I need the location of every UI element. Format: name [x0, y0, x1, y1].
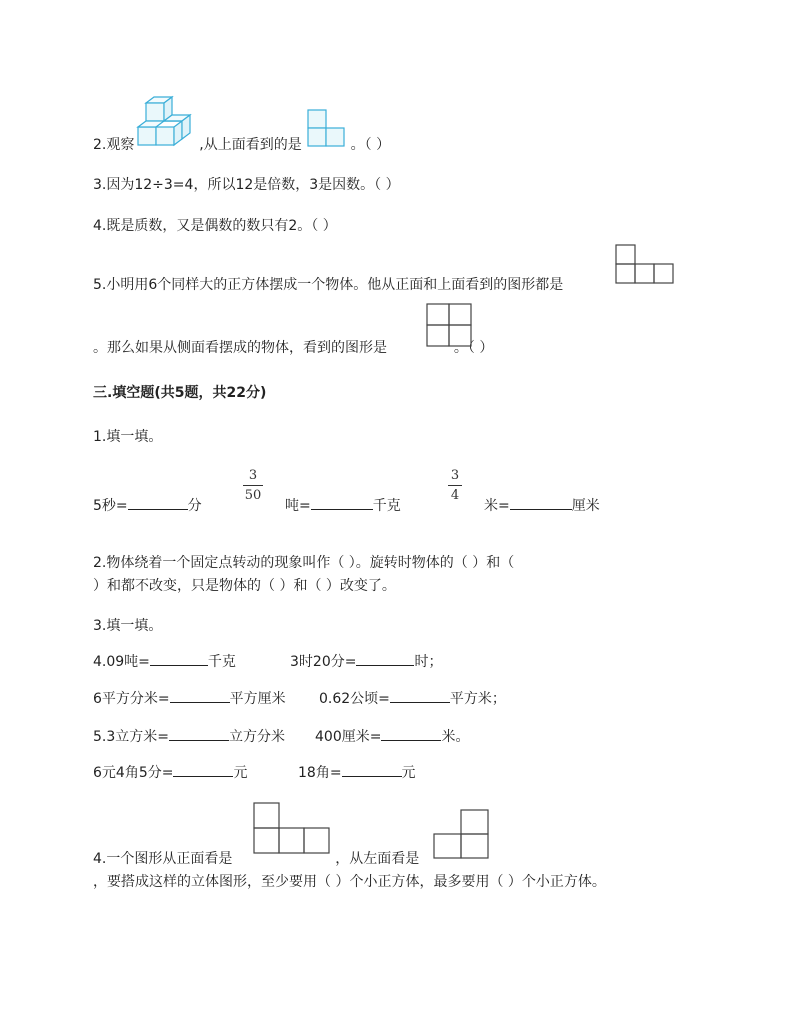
f1-c-unit2: 厘米: [571, 498, 600, 514]
answer-blank[interactable]: [311, 497, 373, 510]
fill-3-row2b: [319, 690, 506, 708]
f3-r2b-unit: 平方米；: [449, 691, 506, 707]
fill-3-row4a: [93, 764, 247, 782]
f1-c-unit1: 米=: [484, 498, 510, 514]
fill-3-row4b: [298, 764, 416, 782]
q2-top-view-figure: [308, 110, 348, 150]
answer-blank[interactable]: [169, 728, 229, 741]
answer-blank[interactable]: [170, 690, 230, 703]
answer-blank[interactable]: [381, 728, 441, 741]
answer-blank[interactable]: [150, 653, 208, 666]
answer-blank[interactable]: [390, 690, 450, 703]
q2-middle: ,从上面看到的是: [199, 137, 302, 153]
fill-1-c: [484, 497, 600, 515]
fill-1-row: [93, 497, 202, 515]
fill-3-row1b: [290, 653, 442, 671]
f3-r3b-unit: 米。: [441, 729, 470, 745]
q2-prefix: 2.观察: [93, 137, 135, 153]
f4-middle: ，从左面看是: [335, 851, 420, 867]
q5-line2-prefix: 。那么如果从侧面看摆成的物体，看到的图形是: [93, 340, 387, 356]
f3-r3a-label: 5.3立方米=: [93, 729, 169, 745]
f1-a-unit: 分: [187, 498, 202, 514]
f3-r4a-unit: 元: [233, 765, 248, 781]
fill-3-title: 3.填一填。: [93, 618, 163, 634]
fraction-3-50: [243, 468, 263, 503]
fraction-denominator: 50: [244, 488, 262, 503]
q5-front-top-view-figure: [616, 245, 678, 287]
f1-b-unit1: 吨=: [285, 498, 311, 514]
f1-b-unit2: 千克: [372, 498, 401, 514]
question-4: 4.既是质数，又是偶数的数只有2。（ ）: [93, 218, 337, 234]
answer-blank[interactable]: [128, 497, 188, 510]
fill-3-row1a: [93, 653, 236, 671]
fill-1-b: [285, 497, 401, 515]
fill-1-title: 1.填一填。: [93, 429, 163, 445]
q2-cube-stack-figure: [138, 95, 194, 153]
fraction-3-4: [448, 468, 462, 503]
fill-2-line1: 2.物体绕着一个固定点转动的现象叫作（ ）。旋转时物体的（ ）和（: [93, 555, 515, 571]
f1-a-label: 5秒=: [93, 498, 128, 514]
f3-r1a-label: 4.09吨=: [93, 654, 150, 670]
f3-r4b-unit: 元: [401, 765, 416, 781]
answer-blank[interactable]: [173, 764, 233, 777]
fill-2-line2: ）和都不改变，只是物体的（ ）和（ ）改变了。: [93, 578, 396, 594]
fill-3-row2a: [93, 690, 286, 708]
q2-suffix: 。（ ）: [350, 137, 391, 153]
fill-4-line2: ，要搭成这样的立体图形，至少要用（ ）个小正方体，最多要用（ ）个小正方体。: [93, 874, 606, 890]
fraction-numerator: 3: [248, 468, 258, 483]
f3-r2a-unit: 平方厘米: [229, 691, 286, 707]
answer-blank[interactable]: [510, 497, 572, 510]
f3-r4b-label: 18角=: [298, 765, 342, 781]
question-5-line1: 5.小明用6个同样大的正方体摆成一个物体。他从正面和上面看到的图形都是: [93, 277, 564, 293]
question-3: 3.因为12÷3=4，所以12是倍数，3是因数。（ ）: [93, 177, 400, 193]
f4-prefix: 4.一个图形从正面看是: [93, 851, 233, 867]
fill-4-front-view-figure: [254, 803, 334, 857]
answer-blank[interactable]: [356, 653, 414, 666]
answer-blank[interactable]: [342, 764, 402, 777]
section-3-heading: 三.填空题(共5题，共22分): [93, 385, 267, 401]
fill-3-row3a: [93, 728, 285, 746]
f3-r3b-label: 400厘米=: [315, 729, 382, 745]
f3-r4a-label: 6元4角5分=: [93, 765, 174, 781]
f3-r2a-label: 6平方分米=: [93, 691, 170, 707]
f3-r2b-label: 0.62公顷=: [319, 691, 390, 707]
fill-4-left-view-figure: [434, 810, 492, 862]
f3-r1a-unit: 千克: [207, 654, 236, 670]
fill-3-row3b: [315, 728, 469, 746]
fraction-denominator: 4: [450, 488, 460, 503]
q5-side-view-figure: [427, 304, 473, 350]
f3-r3a-unit: 立方分米: [229, 729, 285, 745]
fraction-numerator: 3: [450, 468, 460, 483]
q5-line2-suffix: 。（ ）: [453, 340, 494, 356]
f3-r1b-unit: 时；: [414, 654, 443, 670]
f3-r1b-label: 3时20分=: [290, 654, 357, 670]
